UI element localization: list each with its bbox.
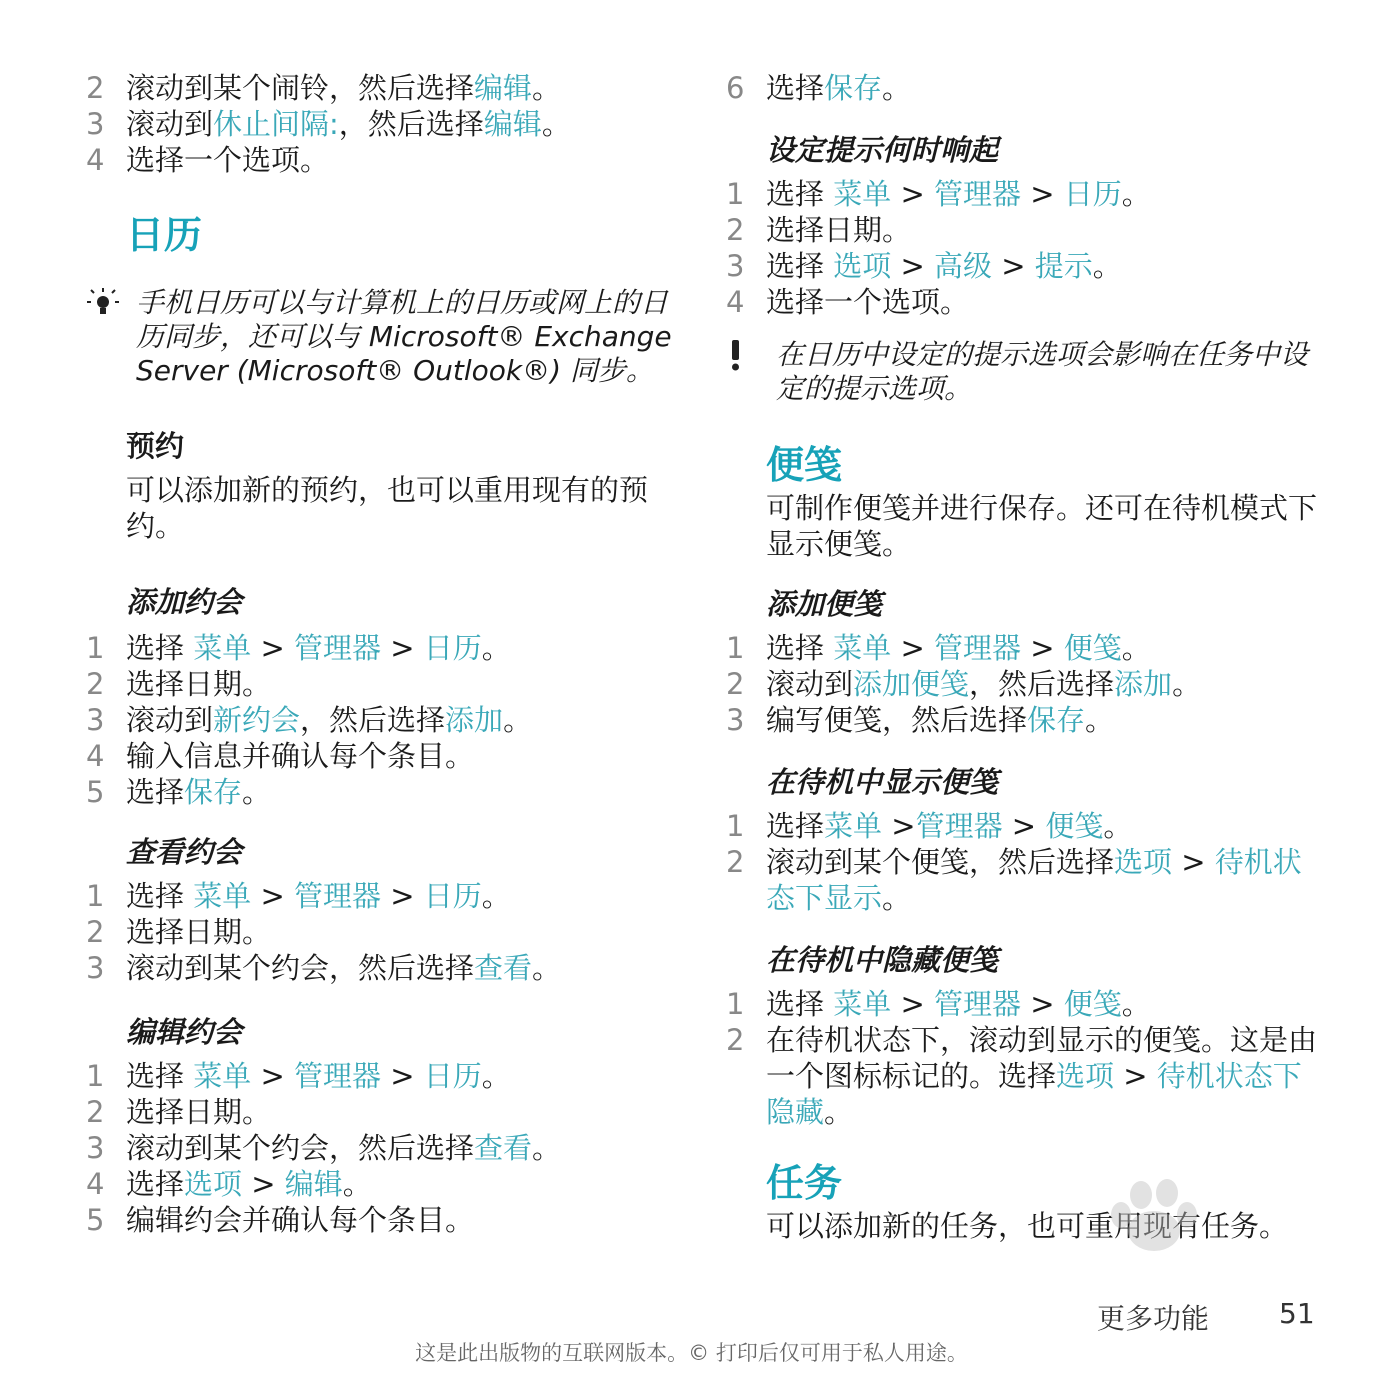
step-number: 1 xyxy=(726,809,745,843)
list-item: 2 选择日期。 xyxy=(726,213,912,247)
add-note-link[interactable]: 添加便笺 xyxy=(853,667,970,701)
list-item: 3 编写便笺，然后选择保存。 xyxy=(726,703,1115,737)
step-number: 4 xyxy=(86,143,105,177)
list-item: 2 选择日期。 xyxy=(86,915,272,949)
organizer-link[interactable]: 管理器 xyxy=(293,879,381,913)
step-number: 2 xyxy=(86,667,105,701)
warning-note xyxy=(726,338,1326,406)
step-number: 4 xyxy=(86,739,105,773)
menu-link[interactable]: 菜单 xyxy=(833,177,892,211)
options-link[interactable]: 选项 xyxy=(184,1167,243,1201)
list-item: 2 选择日期。 xyxy=(86,1095,272,1129)
menu-link[interactable]: 休止间隔: xyxy=(213,107,339,141)
organizer-link[interactable]: 管理器 xyxy=(915,809,1003,843)
new-appointment-link[interactable]: 新约会 xyxy=(213,703,301,737)
options-link[interactable]: 选项 xyxy=(833,249,892,283)
section-title-notes: 便笺 xyxy=(766,443,843,487)
calendar-link[interactable]: 日历 xyxy=(423,879,482,913)
step-number: 3 xyxy=(86,951,105,985)
view-link[interactable]: 查看 xyxy=(474,951,533,985)
advanced-link[interactable]: 高级 xyxy=(933,249,992,283)
section-title-calendar: 日历 xyxy=(126,213,203,257)
tip-note xyxy=(86,286,686,388)
heading-add-appointment: 添加约会 xyxy=(126,585,243,619)
step-number: 3 xyxy=(726,703,745,737)
list-item: 2 选择日期。 xyxy=(86,667,272,701)
heading-add-note: 添加便笺 xyxy=(766,587,883,621)
step-number: 1 xyxy=(726,177,745,211)
edit-link[interactable]: 编辑 xyxy=(284,1167,343,1201)
list-item: 1 选择菜单 >管理器 > 便笺。 xyxy=(726,809,1133,843)
heading-edit-appointment: 编辑约会 xyxy=(126,1015,243,1049)
step-number: 3 xyxy=(86,703,105,737)
list-item: 1 选择 菜单 > 管理器 > 日历。 xyxy=(86,879,511,913)
warning-text: 在日历中设定的提示选项会影响在任务中设定的提示选项。 xyxy=(776,338,1309,405)
step-number: 4 xyxy=(726,285,745,319)
right-column xyxy=(726,70,1326,1244)
page-number: 51 xyxy=(1279,1297,1315,1330)
subsection-title-appointments: 预约 xyxy=(126,429,185,463)
tip-text: 手机日历可以与计算机上的日历或网上的日历同步，还可以与 Microsoft® Exchange Server (Microsoft® Outlook®) 同步。 xyxy=(136,286,672,387)
footer-section-label: 更多功能 xyxy=(1097,1302,1210,1335)
organizer-link[interactable]: 管理器 xyxy=(933,177,1021,211)
reminder-link[interactable]: 提示 xyxy=(1034,249,1093,283)
menu-link[interactable]: 编辑 xyxy=(483,107,542,141)
list-item: 3 滚动到休止间隔:，然后选择编辑。 xyxy=(86,107,571,141)
tasks-description: 可以添加新的任务，也可重用现有任务。 xyxy=(766,1209,1289,1243)
step-number: 2 xyxy=(726,1023,745,1057)
list-item: 2 在待机状态下，滚动到显示的便笺。这是由一个图标标记的。选择选项 > 待机状态下隐藏。 xyxy=(726,1023,1318,1129)
step-number: 3 xyxy=(86,107,105,141)
notes-description: 可制作便笺并进行保存。还可在待机模式下显示便笺。 xyxy=(766,491,1318,561)
list-item: 1 选择 菜单 > 管理器 > 便笺。 xyxy=(726,987,1151,1021)
left-column xyxy=(86,70,686,1238)
list-item: 3 滚动到某个约会，然后选择查看。 xyxy=(86,1131,562,1165)
list-item: 6 选择保存。 xyxy=(726,71,912,105)
list-item: 3 选择 选项 > 高级 > 提示。 xyxy=(726,249,1122,283)
list-item: 2 滚动到添加便笺，然后选择添加。 xyxy=(726,667,1202,701)
options-link[interactable]: 选项 xyxy=(1114,845,1173,879)
step-number: 2 xyxy=(726,667,745,701)
step-number: 1 xyxy=(86,631,105,665)
step-number: 1 xyxy=(86,879,105,913)
menu-link[interactable]: 菜单 xyxy=(193,1059,252,1093)
notes-link[interactable]: 便笺 xyxy=(1045,809,1104,843)
list-item: 1 选择 菜单 > 管理器 > 便笺。 xyxy=(726,631,1151,665)
step-number: 5 xyxy=(86,1203,105,1237)
add-link[interactable]: 添加 xyxy=(445,703,504,737)
menu-link[interactable]: 菜单 xyxy=(833,987,892,1021)
options-link[interactable]: 选项 xyxy=(1056,1059,1115,1093)
list-item: 1 选择 菜单 > 管理器 > 日历。 xyxy=(86,631,511,665)
list-item: 1 选择 菜单 > 管理器 > 日历。 xyxy=(726,177,1151,211)
step-number: 1 xyxy=(86,1059,105,1093)
menu-link[interactable]: 菜单 xyxy=(833,631,892,665)
add-link[interactable]: 添加 xyxy=(1114,667,1173,701)
step-number: 1 xyxy=(726,631,745,665)
menu-link[interactable]: 菜单 xyxy=(193,631,252,665)
save-link[interactable]: 保存 xyxy=(1027,703,1086,737)
step-number: 5 xyxy=(86,775,105,809)
lightbulb-icon xyxy=(86,286,136,328)
calendar-link[interactable]: 日历 xyxy=(423,631,482,665)
step-number: 2 xyxy=(86,71,105,105)
list-item: 5 编辑约会并确认每个条目。 xyxy=(86,1203,475,1237)
step-number: 2 xyxy=(726,213,745,247)
list-item: 4 选择选项 > 编辑。 xyxy=(86,1167,372,1201)
show-in-standby-link[interactable]: 待机状态下显示 xyxy=(766,845,1302,915)
view-link[interactable]: 查看 xyxy=(474,1131,533,1165)
step-number: 3 xyxy=(86,1131,105,1165)
section-title-tasks: 任务 xyxy=(766,1161,843,1205)
list-item: 2 滚动到某个闹铃，然后选择编辑。 xyxy=(86,71,562,105)
step-number: 2 xyxy=(86,1095,105,1129)
step-number: 6 xyxy=(726,71,745,105)
menu-link[interactable]: 菜单 xyxy=(824,809,883,843)
step-number: 2 xyxy=(86,915,105,949)
hide-in-standby-link[interactable]: 待机状态下隐藏 xyxy=(766,1059,1302,1129)
step-number: 4 xyxy=(86,1167,105,1201)
heading-hide-note-standby: 在待机中隐藏便笺 xyxy=(766,943,999,977)
save-link[interactable]: 保存 xyxy=(184,775,243,809)
organizer-link[interactable]: 管理器 xyxy=(933,987,1021,1021)
organizer-link[interactable]: 管理器 xyxy=(293,631,381,665)
heading-view-appointment: 查看约会 xyxy=(126,835,243,869)
appointments-description: 可以添加新的预约，也可以重用现有的预约。 xyxy=(126,473,649,543)
organizer-link[interactable]: 管理器 xyxy=(933,631,1021,665)
step-number: 3 xyxy=(726,249,745,283)
list-item: 1 选择 菜单 > 管理器 > 日历。 xyxy=(86,1059,511,1093)
list-item: 5 选择保存。 xyxy=(86,775,272,809)
heading-set-reminder: 设定提示何时响起 xyxy=(766,133,999,167)
heading-show-note-standby: 在待机中显示便笺 xyxy=(766,765,999,799)
save-link[interactable]: 保存 xyxy=(824,71,883,105)
notes-link[interactable]: 便笺 xyxy=(1063,631,1122,665)
menu-link[interactable]: 编辑 xyxy=(474,71,533,105)
list-item: 4 选择一个选项。 xyxy=(86,143,330,177)
step-number: 1 xyxy=(726,987,745,1021)
list-item: 3 滚动到新约会，然后选择添加。 xyxy=(86,703,533,737)
list-item: 3 滚动到某个约会，然后选择查看。 xyxy=(86,951,562,985)
list-item: 4 选择一个选项。 xyxy=(726,285,970,319)
notes-link[interactable]: 便笺 xyxy=(1063,987,1122,1021)
calendar-link[interactable]: 日历 xyxy=(1063,177,1122,211)
exclamation-icon xyxy=(726,338,776,380)
footer-copyright: 这是此出版物的互联网版本。© 打印后仅可用于私人用途。 xyxy=(415,1341,968,1365)
list-item: 2 滚动到某个便笺，然后选择选项 > 待机状态下显示。 xyxy=(726,845,1302,915)
menu-link[interactable]: 菜单 xyxy=(193,879,252,913)
step-number: 2 xyxy=(726,845,745,879)
list-item: 4 输入信息并确认每个条目。 xyxy=(86,739,475,773)
calendar-link[interactable]: 日历 xyxy=(423,1059,482,1093)
organizer-link[interactable]: 管理器 xyxy=(293,1059,381,1093)
